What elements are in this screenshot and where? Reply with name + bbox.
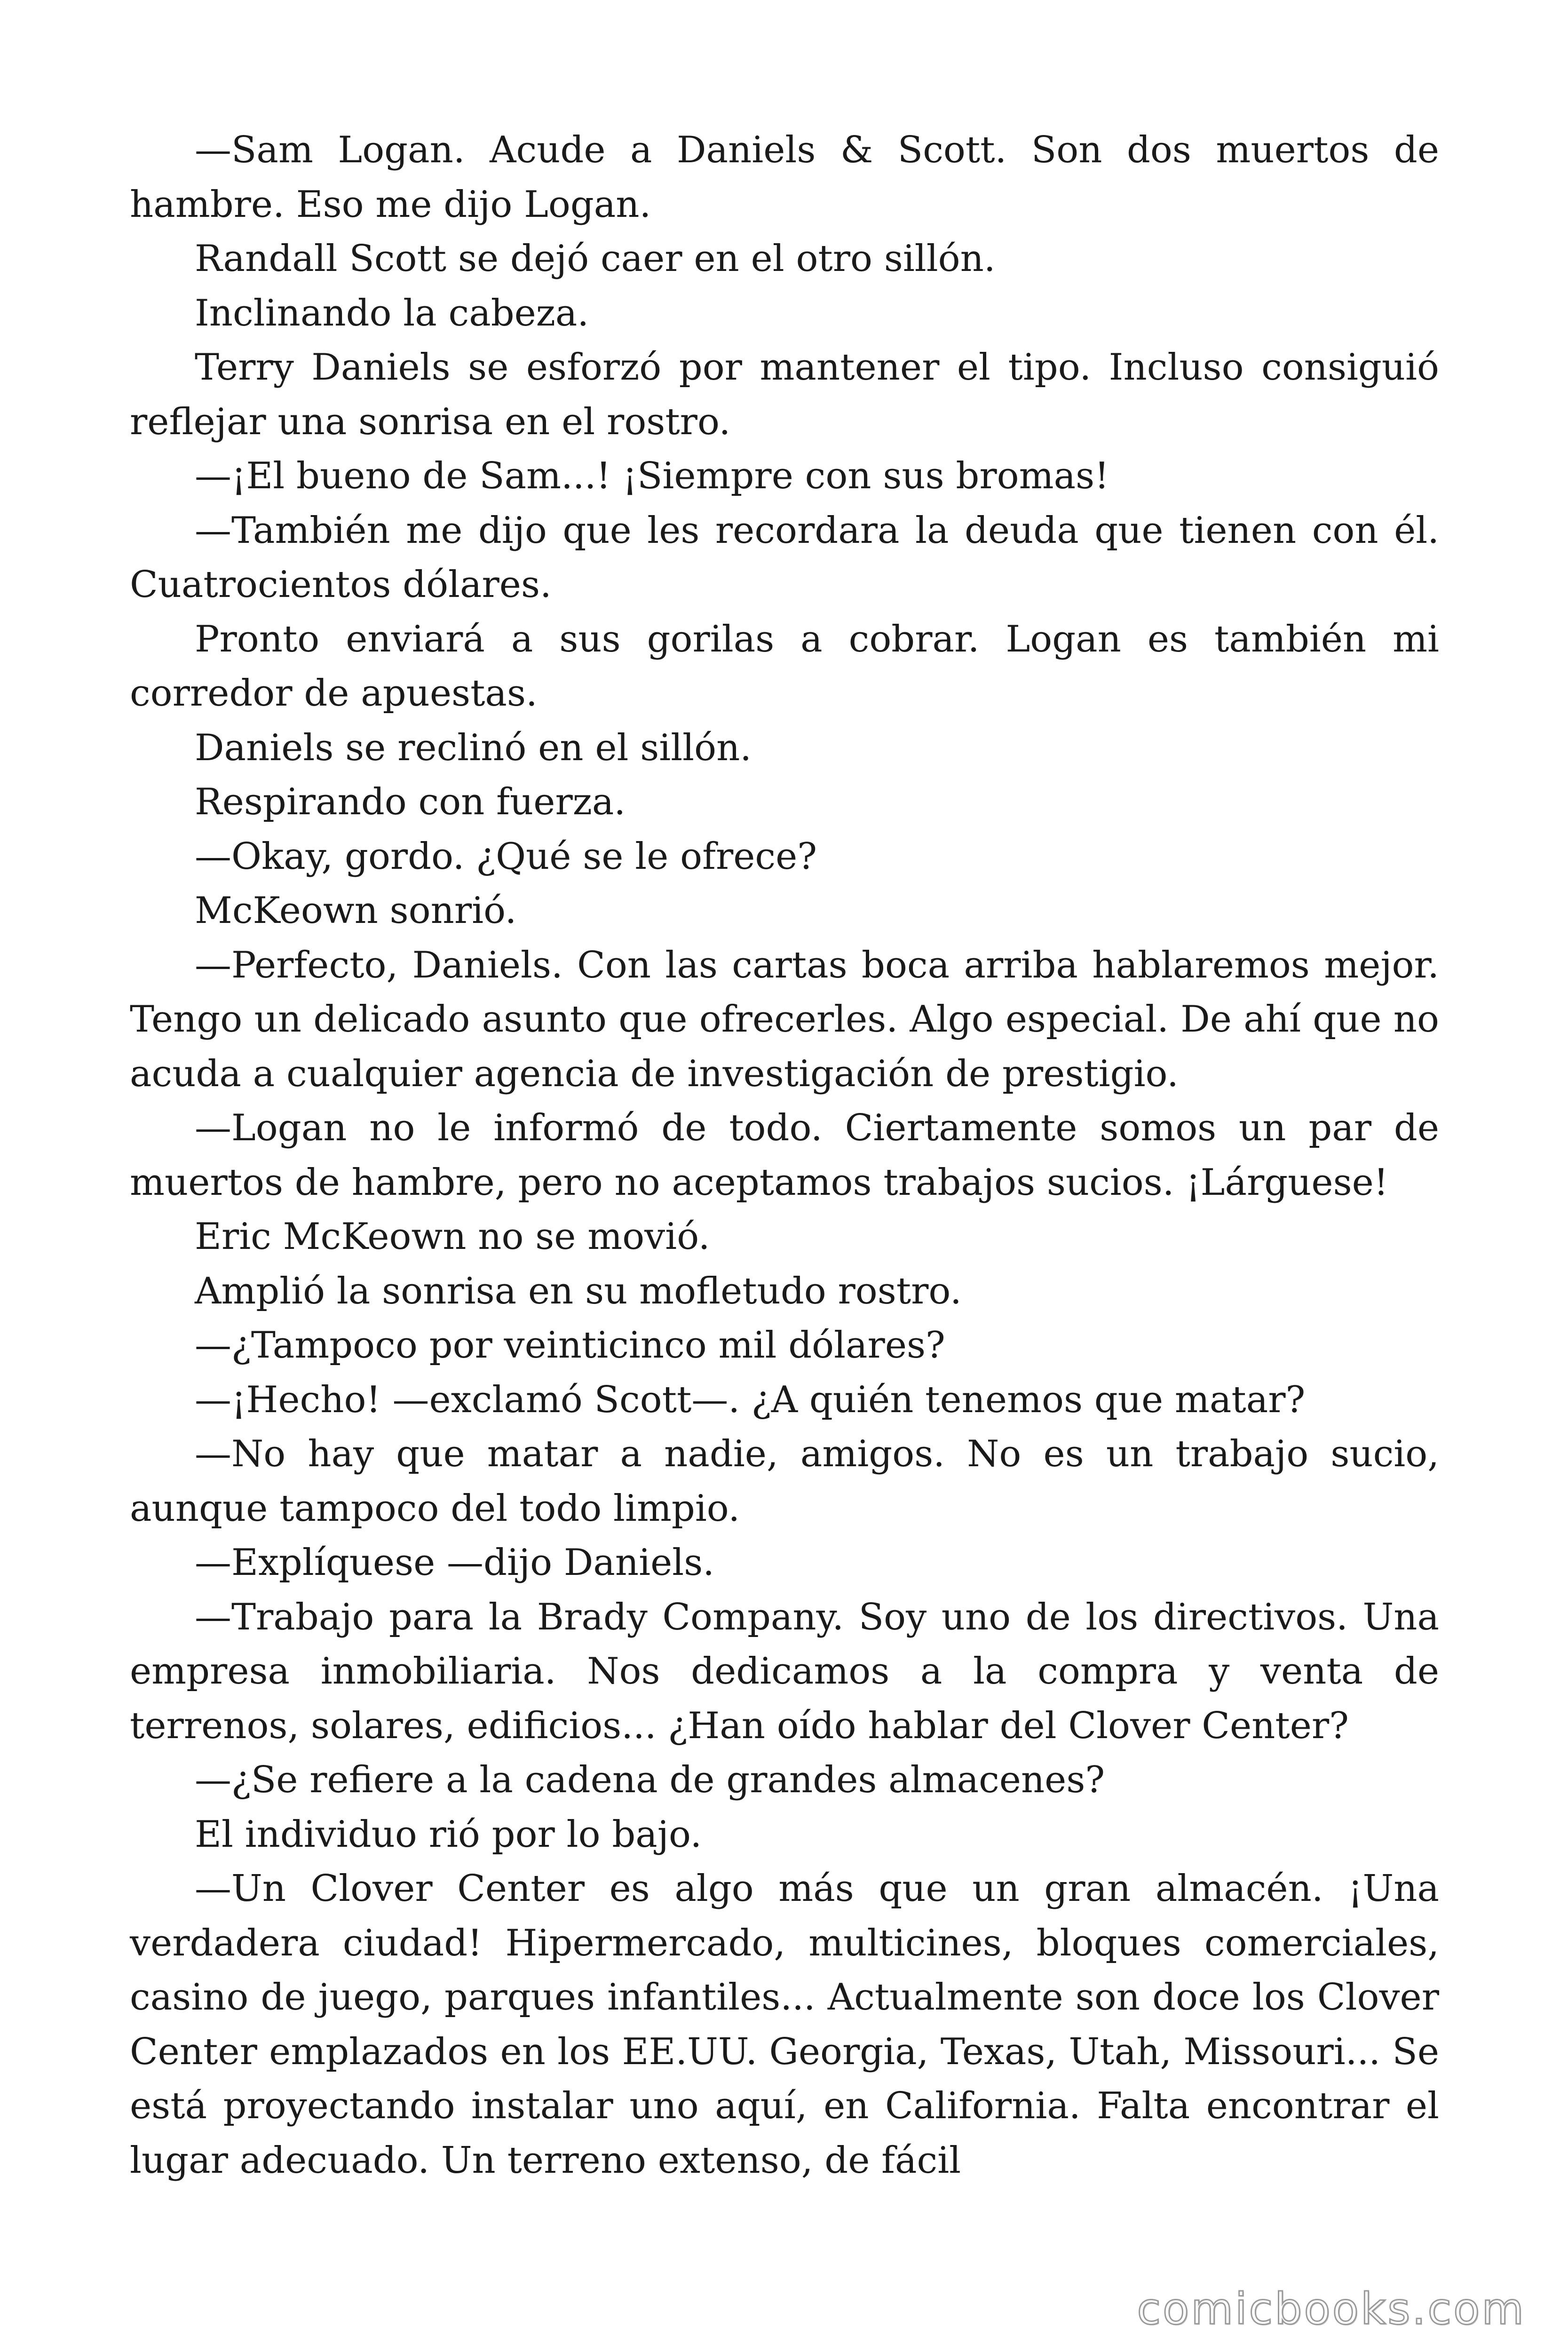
paragraph: Eric McKeown no se movió. — [195, 1216, 710, 1258]
paragraph: Inclinando la cabeza. — [195, 292, 589, 334]
paragraph: —¿Se refiere a la cadena de grandes almacenes? — [195, 1759, 1105, 1801]
paragraph: Terry Daniels se esforzó por mantener el tipo. Incluso consiguió reflejar una sonrisa en el rostro. — [130, 346, 1439, 443]
page-body-text — [130, 123, 1439, 2188]
paragraph: —Logan no le informó de todo. Ciertamente somos un par de muertos de hambre, pero no aceptamos trabajos sucios. ¡Lárguese! — [130, 1107, 1439, 1204]
paragraph: Pronto enviará a sus gorilas a cobrar. Logan es también mi corredor de apuestas. — [130, 618, 1439, 715]
paragraph: —Perfecto, Daniels. Con las cartas boca arriba hablaremos mejor. Tengo un delicado asunto que ofrecerles. Algo especial. De ahí que no acuda a cualquier agencia de investigación de prestigio. — [130, 944, 1439, 1095]
paragraph: —Trabajo para la Brady Company. Soy uno de los directivos. Una empresa inmobiliaria. Nos dedicamos a la compra y venta de terrenos, solares, edificios... ¿Han oído hablar del Clover Center? — [130, 1596, 1439, 1747]
watermark: comicbooks.com — [1137, 2284, 1526, 2334]
paragraph: —¡Hecho! —exclamó Scott—. ¿A quién tenemos que matar? — [195, 1378, 1306, 1421]
paragraph: Randall Scott se dejó caer en el otro sillón. — [195, 238, 996, 280]
paragraph: —Explíquese —dijo Daniels. — [195, 1542, 715, 1584]
paragraph: Respirando con fuerza. — [195, 781, 626, 823]
paragraph: —No hay que matar a nadie, amigos. No es un trabajo sucio, aunque tampoco del todo limpio. — [130, 1433, 1439, 1530]
paragraph: —¡El bueno de Sam...! ¡Siempre con sus bromas! — [195, 455, 1109, 497]
paragraph: —Sam Logan. Acude a Daniels & Scott. Son dos muertos de hambre. Eso me dijo Logan. — [130, 129, 1439, 226]
paragraph: —¿Tampoco por veinticinco mil dólares? — [195, 1324, 945, 1367]
paragraph: Daniels se reclinó en el sillón. — [195, 726, 752, 769]
paragraph: El individuo rió por lo bajo. — [195, 1813, 702, 1856]
paragraph: —Un Clover Center es algo más que un gran almacén. ¡Una verdadera ciudad! Hipermercado, multicines, bloques comerciales, casino de juego, parques infantiles... Actualmente son doce los Clover Center emplazados en los EE.UU. Georgia, Texas, Utah, Missouri... Se está proyectando instalar uno aquí, en California. Falta encontrar el lugar adecuado. Un terreno extenso, de fácil — [130, 1867, 1439, 2182]
paragraph: —También me dijo que les recordara la deuda que tienen con él. Cuatrocientos dólares. — [130, 509, 1439, 606]
paragraph: McKeown sonrió. — [195, 890, 517, 932]
paragraph: Amplió la sonrisa en su mofletudo rostro. — [195, 1270, 962, 1312]
paragraph: —Okay, gordo. ¿Qué se le ofrece? — [195, 835, 817, 878]
